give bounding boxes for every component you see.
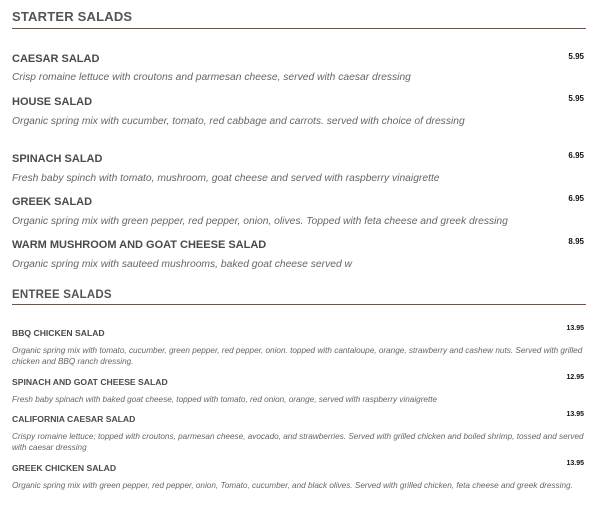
menu-item-description: Organic spring mix with green pepper, red pepper, onion, olives. Topped with feta cheese and greek dressing <box>12 216 508 227</box>
menu-item-description: Organic spring mix with cucumber, tomato, red cabbage and carrots. served with choice of dressing <box>12 116 465 127</box>
menu-item-price: 8.95 <box>568 237 584 246</box>
menu-item-price: 6.95 <box>568 151 584 160</box>
menu-item-name: CALIFORNIA CAESAR SALAD <box>12 414 136 424</box>
menu-item-description: Organic spring mix with sauteed mushrooms, baked goat cheese served w <box>12 259 352 270</box>
menu-item-price: 6.95 <box>568 194 584 203</box>
menu-item-name: SPINACH AND GOAT CHEESE SALAD <box>12 377 168 387</box>
menu-item-price: 13.95 <box>566 460 584 467</box>
menu-item-name: GREEK CHICKEN SALAD <box>12 463 117 473</box>
section-title-starter: STARTER SALADS <box>12 9 133 24</box>
menu-item-name: WARM MUSHROOM AND GOAT CHEESE SALAD <box>12 239 267 251</box>
menu-item-name: SPINACH SALAD <box>12 153 103 165</box>
divider <box>12 28 586 29</box>
menu-item-price: 5.95 <box>568 94 584 103</box>
menu-item-name: BBQ CHICKEN SALAD <box>12 328 105 338</box>
divider <box>12 304 586 305</box>
menu-item-description: Crisp romaine lettuce with croutons and parmesan cheese, served with caesar dressing <box>12 72 411 83</box>
menu-item-description: Fresh baby spinch with tomato, mushroom, goat cheese and served with raspberry vinaigrette <box>12 173 440 184</box>
menu-item-price: 12.95 <box>566 374 584 381</box>
menu-item-price: 5.95 <box>568 52 584 61</box>
menu-item-description: Organic spring mix with green pepper, red pepper, onion, Tomato, cucumber, and black olives. Served with grilled chicken, feta cheese and greek dressing. <box>12 481 573 490</box>
menu-item-price: 13.95 <box>566 411 584 418</box>
menu-item-description: Organic spring mix with tomato, cucumber, green pepper, red pepper, onion. topped with cantaloupe, orange, strawberry and cashew nuts. Served with grilled chicken and BBQ ranch dressing. <box>12 346 583 366</box>
menu-item-price: 13.95 <box>566 325 584 332</box>
menu-item-description: Crispy romaine lettuce; topped with croutons, parmesan cheese, avocado, and strawberries. Served with grilled chicken and boiled shrimp, tossed and served with caesar dressing <box>12 432 584 452</box>
section-title-entree: ENTREE SALADS <box>12 289 112 301</box>
menu-item-name: CAESAR SALAD <box>12 53 100 65</box>
menu-item-name: HOUSE SALAD <box>12 96 93 108</box>
menu-item-description: Fresh baby spinach with baked goat cheese, topped with tomato, red onion, orange, served with raspberry vinaigrette <box>12 395 438 404</box>
menu-item-name: GREEK SALAD <box>12 196 93 208</box>
